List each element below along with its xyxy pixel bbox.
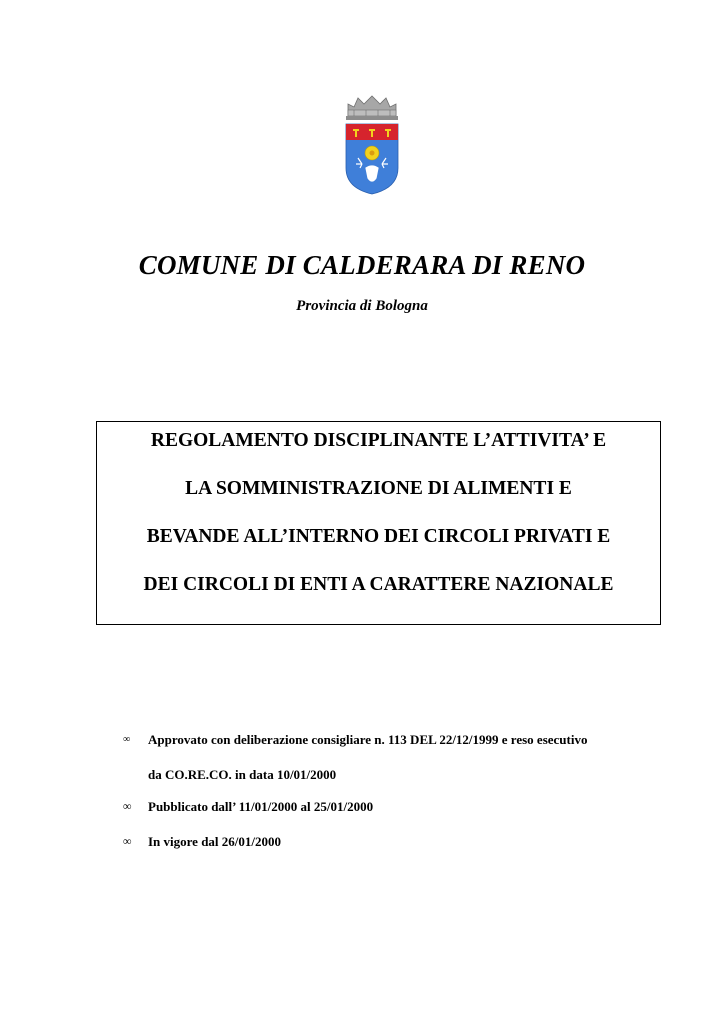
note-approval-line-continued: da CO.RE.CO. in data 10/01/2000	[148, 767, 337, 782]
infinity-bullet-icon: ∞	[123, 834, 132, 848]
document-title-line: DEI CIRCOLI DI ENTI A CARATTERE NAZIONALE	[143, 574, 614, 595]
document-title-line: REGOLAMENTO DISCIPLINANTE L’ATTIVITA’ E	[150, 430, 607, 451]
flower-icon	[365, 146, 379, 160]
document-title-line: BEVANDE ALL’INTERNO DEI CIRCOLI PRIVATI E	[146, 526, 611, 547]
note-approval-line: Approvato con deliberazione consigliare n. 113 DEL 22/12/1999 e reso esecutivo	[148, 732, 588, 747]
document-title-line: LA SOMMINISTRAZIONE DI ALIMENTI E	[185, 478, 572, 499]
page-subtitle: Provincia di Bologna	[296, 298, 428, 314]
document-title-box	[96, 421, 661, 625]
infinity-bullet-icon: ∞	[123, 734, 131, 745]
note-published: Pubblicato dall’ 11/01/2000 al 25/01/2000	[148, 799, 374, 814]
shield-icon	[346, 124, 398, 194]
infinity-bullet-icon: ∞	[123, 799, 132, 813]
page-title: COMUNE DI CALDERARA DI RENO	[138, 250, 586, 280]
crown-icon	[346, 96, 398, 120]
municipal-crest-logo	[340, 94, 404, 196]
note-in-force: In vigore dal 26/01/2000	[148, 834, 282, 849]
